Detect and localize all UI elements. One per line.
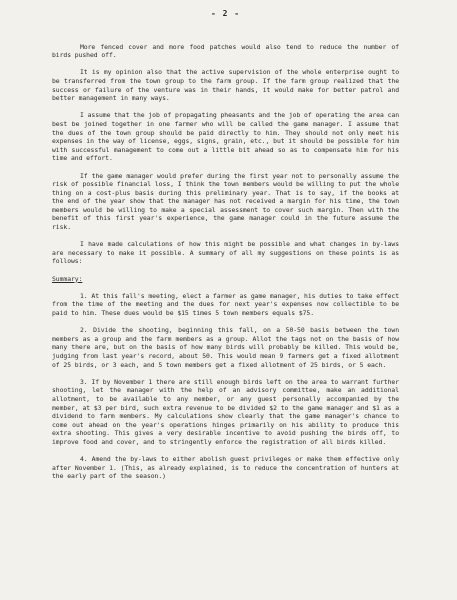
page-number: - 2 - bbox=[210, 9, 241, 18]
paragraph-supervision: It is my opinion also that the active supervision of the whole enterprise ought to be transferred from the town group to the farm group. If the farm group realized that the success or failure of the venture was in their hands, it would make for better patrol and better management in many ways. bbox=[52, 68, 399, 103]
summary-heading: Summary: bbox=[52, 274, 83, 283]
summary-item-1: 1. At this fall's meeting, elect a farmer as game manager, his duties to take effect from the time of the meeting and the dues for next year's expenses now collectible to be paid to him. These dues would be $15 times 5 town members equals $75. bbox=[52, 291, 399, 317]
paragraph-game-manager: I assume that the job of propagating pheasants and the job of operating the area can best be joined together in one farmer who will be called the game manager. I assume that the dues of the town group should be paid directly to him. They should not only meet his expenses in the way of license, eggs, signs, grain, etc., but it should be possible for him with successful management to come out a little bit ahead so as to compensate him for his time and effort. bbox=[52, 111, 399, 163]
summary-item-2: 2. Divide the shooting, beginning this fall, on a 50-50 basis between the town members as a group and the farm members as a group. Allot the tags not on the basis of how many there are, but on the basis of how many birds will probably be killed. This would be, judging from last year's record, about 50. This would mean 9 farmers get a fixed allotment of 25 birds, or 3 each, and 5 town members get a fixed allotment of 25 birds, or 5 each. bbox=[52, 326, 399, 369]
summary-item-3: 3. If by November 1 there are still enough birds left on the area to warrant further shooting, let the manager with the help of an advisory committee, make an additional allotment, to be available to any member, or any guest personally accompanied by the member, at $3 per bird, such extra revenue to be divided $2 to the game manager and $1 as a dividend to farm members. My calculations show clearly that the game manager's chance to come out ahead on the year's operations hinges primarily on his ability to produce this extra shooting. This gives a very desirable incentive to avoid pushing the birds off, to improve food and cover, and to stringently enforce the registration of all birds killed. bbox=[52, 377, 399, 446]
paragraph-fenced-cover: More fenced cover and more food patches would also tend to reduce the number of birds pushed off. bbox=[52, 42, 399, 60]
paragraph-financial-risk: If the game manager would prefer during the first year not to personally assume the risk of possible financial loss, I think the town members would be willing to put the whole thing on a cost-plus basis during this preliminary year. That is to say, if the books at the end of the year show that the manager has not received a margin for his time, the town members would be willing to make a special assessment to cover such margin. Then with the benefit of this first year's experience, the game manager could in the future assume the risk. bbox=[52, 171, 399, 232]
summary-item-4: 4. Amend the by-laws to either abolish guest privileges or make them effective only after November 1. (This, as already explained, is to reduce the concentration of hunters at the early part of the season.) bbox=[52, 455, 399, 481]
paragraph-calculations: I have made calculations of how this might be possible and what changes in by-laws are necessary to make it possible. A summary of all my suggestions on these points is as follows: bbox=[52, 240, 399, 266]
